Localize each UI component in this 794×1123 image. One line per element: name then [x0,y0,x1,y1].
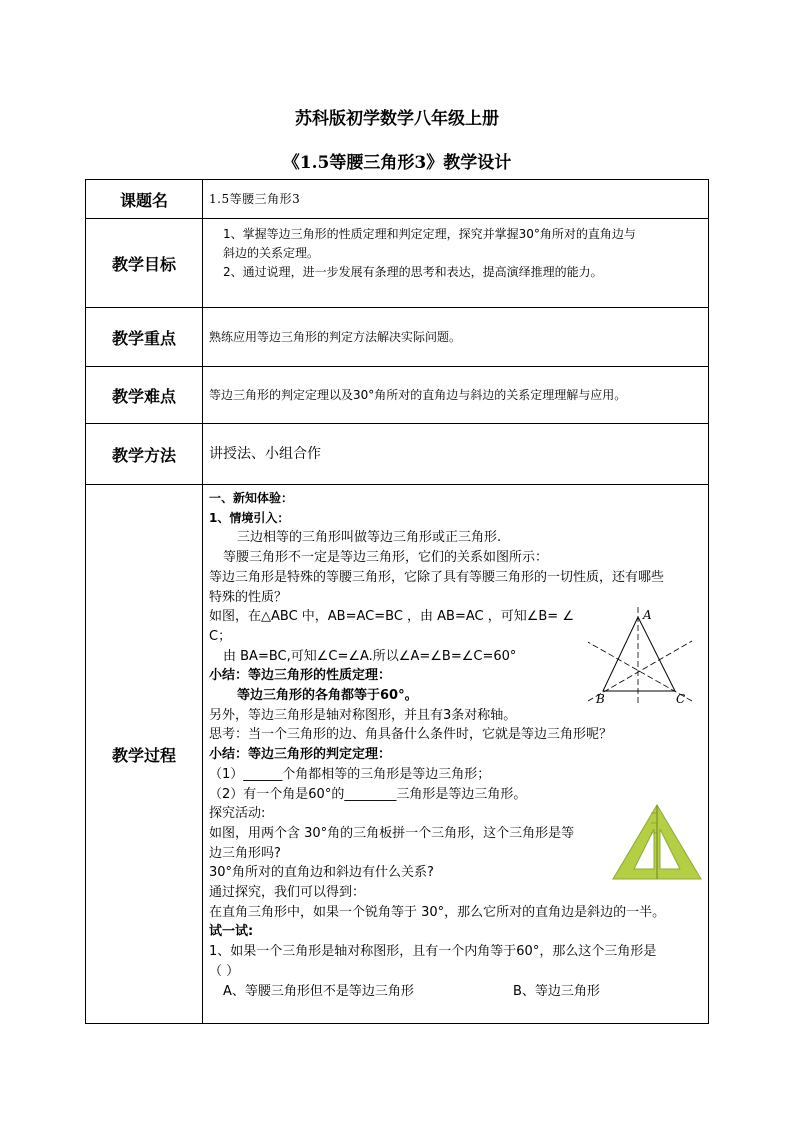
process-line: 思考：当一个三角形的边、角具备什么条件时，它就是等边三角形呢？ [209,727,613,743]
process-line: 由 BA=BC,可知∠C=∠A.所以∠A=∠B=∠C=60° [223,648,517,664]
process-answer-blank: （ ） [209,963,240,979]
row-process [86,485,709,1024]
process-line: 特殊的性质？ [209,589,288,605]
process-line: 如图，用两个含 30°角的三角板拼一个三角形，这个三角形是等 [209,825,575,841]
row-focus [86,308,709,367]
process-line: 另外，等边三角形是轴对称图形，并且有3条对称轴。 [209,707,517,723]
vertex-label-c: C [676,692,686,705]
focus-label: 教学重点 [86,308,203,367]
process-value [203,485,709,1024]
goals-label: 教学目标 [86,219,203,308]
goals-value [203,219,709,308]
difficulty-value: 等边三角形的判定定理以及30°角所对的直角边与斜边的关系定理理解与应用。 [203,367,709,424]
goals-line: 斜边的关系定理。 [223,246,320,260]
row-topic [86,180,709,219]
process-blank-line: （1）______个角都相等的三角形是等边三角形； [209,766,491,782]
doc-title-line1: 苏科版初学数学八年级上册 [295,109,499,129]
vertex-label-b: B [596,692,605,705]
process-exercise-heading: 试一试: [209,924,254,940]
option-b: B、等边三角形 [513,983,600,999]
process-options [209,982,702,1002]
row-method [86,424,709,485]
goals-line: 1、掌握等边三角形的性质定理和判定定理，探究并掌握30°角所对的直角边与 [223,227,636,241]
row-difficulty [86,367,709,424]
process-line: 等腰三角形不一定是等边三角形，它们的关系如图所示： [223,550,549,566]
process-line: 等边三角形是特殊的等腰三角形，它除了具有等腰三角形的一切性质，还有哪些 [209,569,665,585]
goals-line: 2、通过说理，进一步发展有条理的思考和表达，提高演绎推理的能力。 [223,265,603,279]
lesson-plan-table [85,179,709,1024]
difficulty-label: 教学难点 [86,367,203,424]
vertex-label-a: A [643,608,652,622]
process-subheading: 1、情境引入： [209,510,290,525]
process-line: 边三角形吗? [209,845,281,861]
process-line: 三边相等的三角形叫做等边三角形或正三角形. [237,530,502,546]
row-goals [86,219,709,308]
topic-label: 课题名 [86,180,203,219]
topic-value: 1.5等腰三角形3 [203,180,709,219]
process-heading: 一、新知体验： [209,491,294,505]
process-summary: 小结：等边三角形的性质定理： [209,668,392,684]
process-question: 1、如果一个三角形是轴对称图形，且有一个内角等于60°，那么这个三角形是 [209,944,657,960]
process-label: 教学过程 [86,485,203,1024]
process-blank-line: （2）有一个角是60°的________三角形是等边三角形。 [209,786,527,802]
process-theorem: 等边三角形的各角都等于60°。 [237,688,418,704]
focus-value: 熟练应用等边三角形的判定方法解决实际问题。 [203,308,709,367]
process-line: C； [209,628,232,644]
process-line: 30°角所对的直角边和斜边有什么关系? [209,865,434,881]
equilateral-triangle-figure [588,605,698,705]
method-value: 讲授法、小组合作 [203,424,709,485]
process-line: 如图，在△ABC 中，AB=AC=BC ，由 AB=AC ，可知∠B= ∠ [209,609,574,625]
process-line: 在直角三角形中，如果一个锐角等于 30°，那么它所对的直角边是斜边的一半。 [209,904,666,920]
process-line: 通过探究，我们可以得到： [209,885,366,901]
set-square-figure [611,803,703,883]
method-label: 教学方法 [86,424,203,485]
process-line: 探究活动: [209,806,266,822]
option-a: A、等腰三角形但不是等边三角形 [223,983,414,999]
doc-title-line2: 《1.5等腰三角形3》教学设计 [282,153,512,173]
process-summary: 小结：等边三角形的判定定理： [209,747,392,763]
